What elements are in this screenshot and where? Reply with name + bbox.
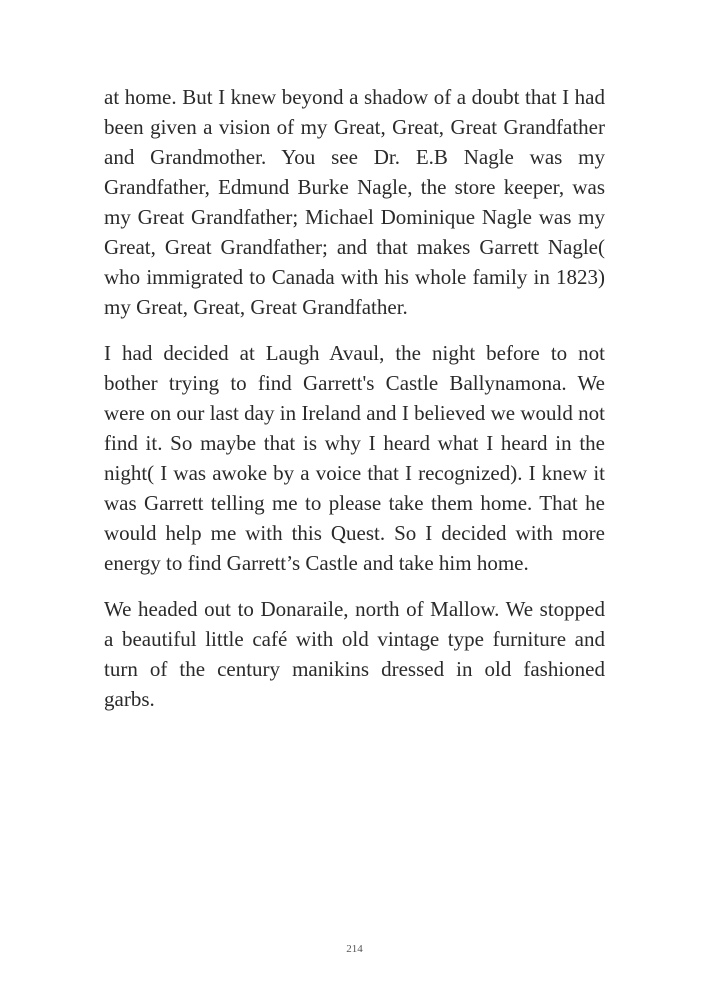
paragraph-2: I had decided at Laugh Avaul, the night before to not bother trying to find Garrett's Castle Ballynamona. We were on our last day in Ireland and I believed we would not find it. So maybe that is why I heard what I heard in the night( I was awoke by a voice that I recognized). I knew it was Garrett telling me to please take them home. That he would help me with this Quest. So I decided with more energy to find Garrett’s Castle and take him home. [104,341,605,575]
page-number: 214 [346,943,363,955]
paragraph-3: We headed out to Donaraile, north of Mallow. We stopped a beautiful little café with old vintage type furniture and turn of the century manikins dressed in old fashioned garbs. [104,597,605,711]
paragraph-1: at home. But I knew beyond a shadow of a doubt that I had been given a vision of my Great, Great, Great Grandfather and Grandmother. You see Dr. E.B Nagle was my Grandfather, Edmund Burke Nagle, the store keeper, was my Great Grandfather; Michael Dominique Nagle was my Great, Great Grandfather; and that makes Garrett Nagle( who immigrated to Canada with his whole family in 1823) my Great, Great, Great Grandfather. [104,85,605,319]
body-text [104,82,605,730]
